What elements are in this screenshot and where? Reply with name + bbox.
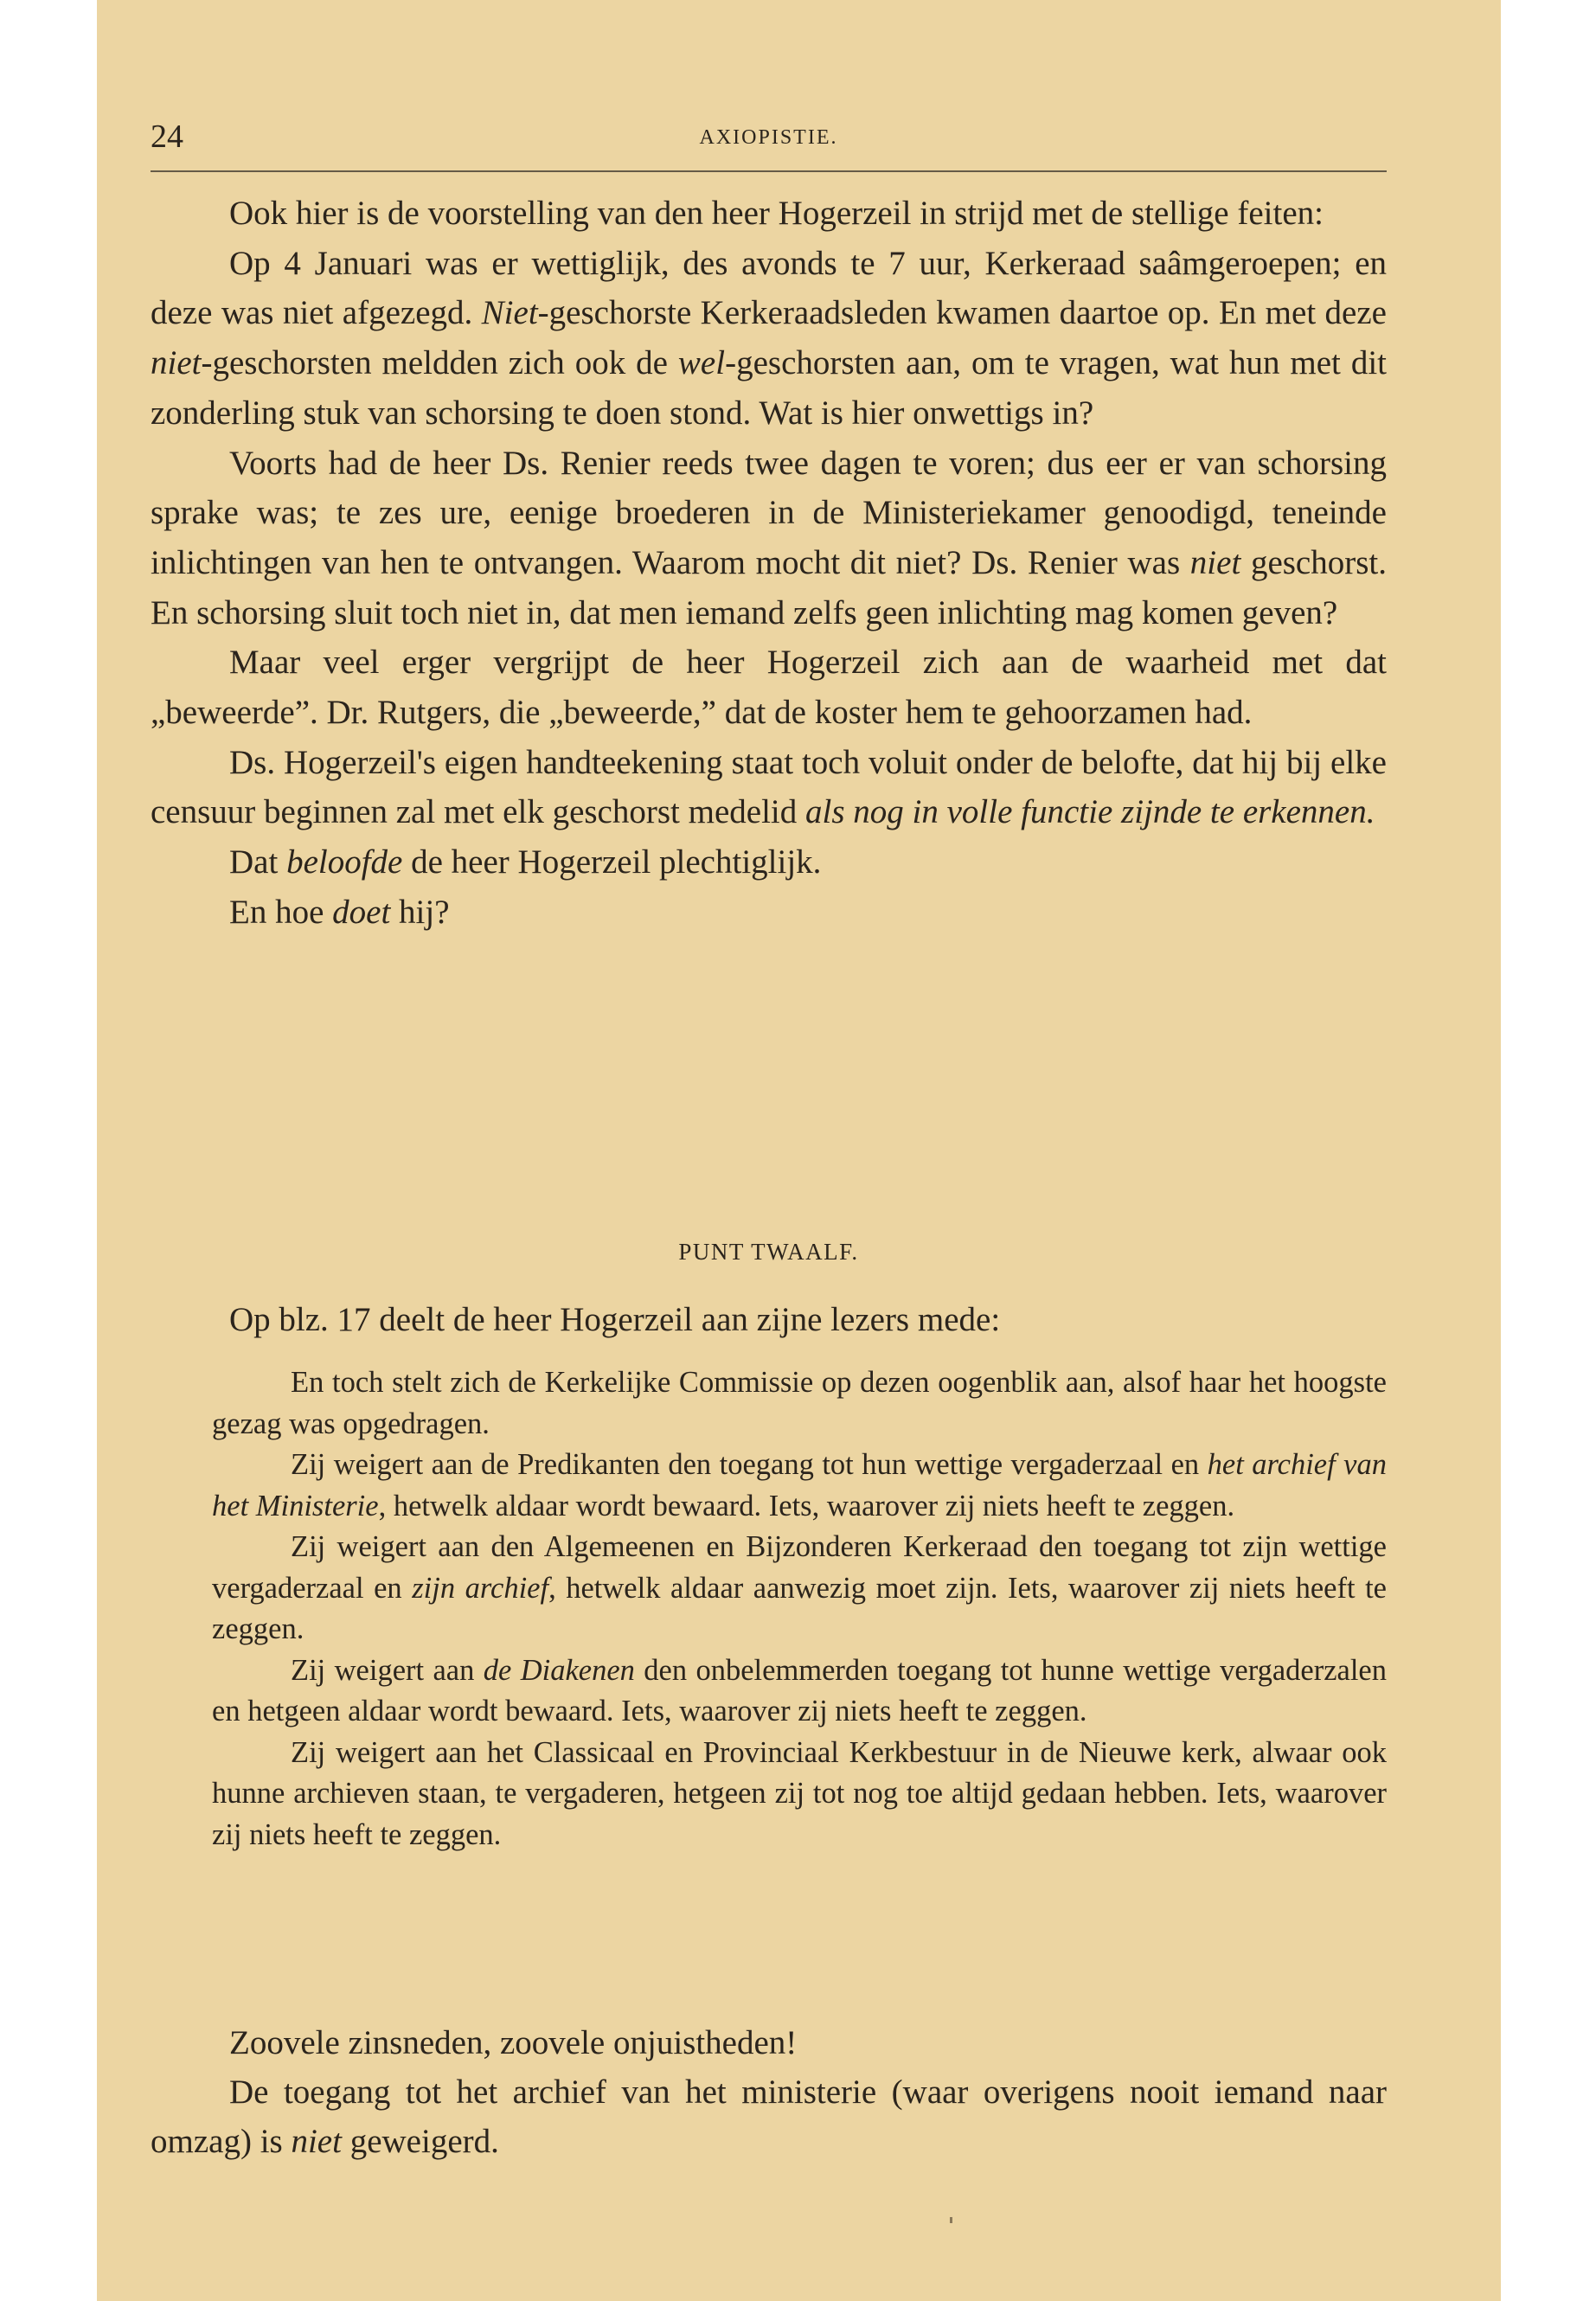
intro-text <box>151 1296 1387 1344</box>
paragraph: En toch stelt zich de Kerkelijke Commissie op dezen oogenblik aan, alsof haar het hoogste gezag was opgedragen. <box>212 1366 1387 1440</box>
italic-emphasis: niet <box>1189 543 1241 581</box>
running-title: AXIOPISTIE. <box>699 126 838 149</box>
page-number: 24 <box>151 119 183 155</box>
paragraph: Zij weigert aan den Algemeenen en Bijzonderen Kerkeraad den toegang tot zijn wettige vergaderzaal en zijn archief, hetwelk aldaar aanwezig moet zijn. Iets, waarover zij niets heeft te zeggen. <box>212 1530 1387 1645</box>
italic-emphasis: zijn archief <box>412 1571 549 1605</box>
paragraph: De toegang tot het archief van het ministerie (waar overigens nooit iemand naar omzag) is niet geweigerd. <box>151 2073 1387 2160</box>
paragraph: Zij weigert aan de Diakenen den onbelemmerden toegang tot hunne wettige vergaderzalen en hetgeen aldaar wordt bewaard. Iets, waarover zij niets heeft te zeggen. <box>212 1653 1387 1727</box>
paragraph: Zij weigert aan de Predikanten den toegang tot hun wettige vergaderzaal en het archief van het Ministerie, hetwelk aldaar wordt bewaard. Iets, waarover zij niets heeft te zeggen. <box>212 1448 1387 1522</box>
paragraph: Maar veel erger vergrijpt de heer Hogerzeil zich aan de waarheid met dat „beweerde”. Dr. Rutgers, die „beweerde,” dat de koster hem te gehoorzamen had. <box>151 644 1387 732</box>
italic-emphasis: als nog in volle functie zijnde te erkennen. <box>805 793 1375 831</box>
italic-emphasis: beloofde <box>286 843 403 881</box>
paragraph: Voorts had de heer Ds. Renier reeds twee dagen te voren; dus eer er van schorsing sprake was; te zes ure, eenige broederen in de Ministeriekamer genoodigd, teneinde inlichtingen van hen te ontvangen. Waarom mocht dit niet? Ds. Renier was niet geschorst. En schorsing sluit toch niet in, dat men iemand zelfs geen inlichting mag komen geven? <box>151 444 1387 631</box>
body-text <box>151 189 1387 938</box>
paragraph: Zij weigert aan het Classicaal en Provinciaal Kerkbestuur in de Nieuwe kerk, alwaar ook hunne archieven staan, te vergaderen, hetgeen zij tot nog toe altijd gedaan hebben. Iets, waarover zij niets heeft te zeggen. <box>212 1735 1387 1851</box>
paragraph: Zoovele zinsneden, zoovele onjuistheden! <box>229 2024 798 2061</box>
paragraph: Dat beloofde de heer Hogerzeil plechtiglijk. <box>229 843 822 881</box>
page-header <box>151 118 1387 161</box>
section-title: PUNT TWAALF. <box>678 1239 859 1265</box>
italic-emphasis: Niet <box>481 294 538 332</box>
paragraph: Ds. Hogerzeil's eigen handteekening staat toch voluit onder de belofte, dat hij bij elke censuur beginnen zal met elk geschorst medelid als nog in volle functie zijnde te erkennen. <box>151 743 1387 831</box>
italic-emphasis: doet <box>332 893 391 931</box>
italic-emphasis: de Diakenen <box>483 1653 635 1687</box>
paper-speck <box>950 2217 952 2223</box>
paragraph: Op blz. 17 deelt de heer Hogerzeil aan zijne lezers mede: <box>229 1301 1001 1338</box>
paragraph: Op 4 Januari was er wettiglijk, des avonds te 7 uur, Kerkeraad saâmgeroepen; en deze was niet afgezegd. Niet-geschorste Kerkeraadsleden kwamen daartoe op. En met deze niet-geschorsten meldden zich ook de wel-geschorsten aan, om te vragen, wat hun met dit zonderling stuk van schorsing te doen stond. Wat is hier onwettigs in? <box>151 244 1388 432</box>
paragraph: En hoe doet hij? <box>229 893 450 931</box>
italic-emphasis: het archief van het Ministerie <box>212 1448 1387 1522</box>
closing-text <box>151 2018 1387 2166</box>
italic-emphasis: niet <box>291 2123 342 2160</box>
header-rule <box>151 170 1387 172</box>
paragraph: Ook hier is de voorstelling van den heer Hogerzeil in strijd met de stellige feiten: <box>229 195 1324 232</box>
quoted-passage <box>212 1362 1387 1856</box>
italic-emphasis: wel <box>677 344 726 382</box>
book-page <box>97 0 1501 2301</box>
italic-emphasis: niet <box>151 344 202 382</box>
